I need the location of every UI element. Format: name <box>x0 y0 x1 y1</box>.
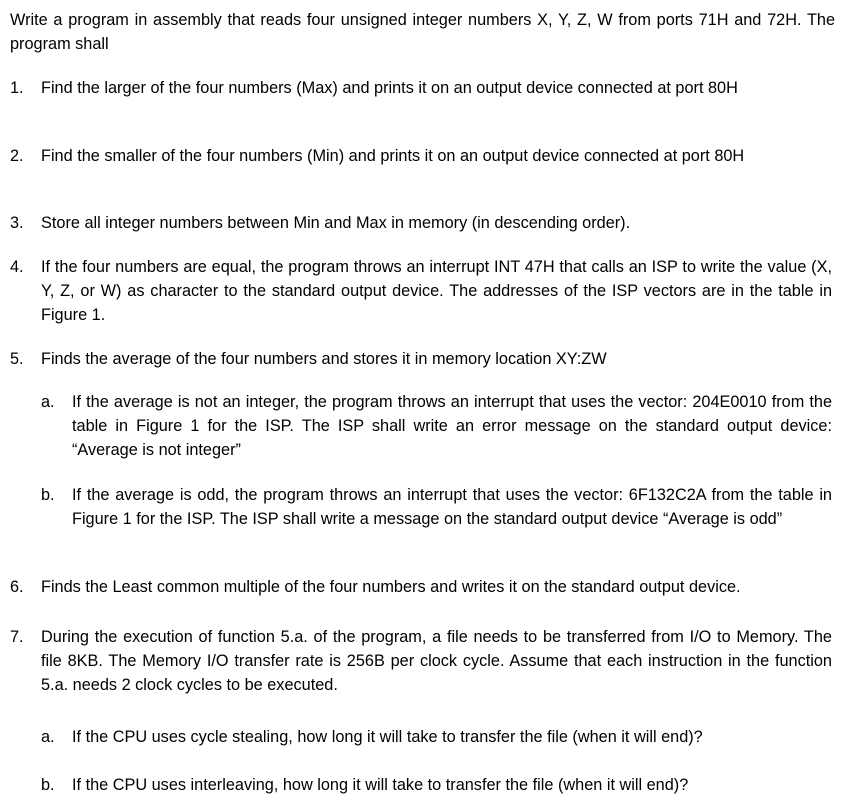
sub-item-number: b. <box>41 776 55 794</box>
item-text: Store all integer numbers between Min and Max in memory (in descending order). <box>41 214 631 232</box>
list-item-2 <box>10 144 832 168</box>
item-text: If the four numbers are equal, the program throws an interrupt INT 47H that calls an ISP to write the value (X, Y, Z, or W) as character to the standard output device. The addresses of the ISP vectors are in the table in Figure 1. <box>41 258 832 324</box>
list-item-3 <box>10 211 832 235</box>
item-text: Find the larger of the four numbers (Max) and prints it on an output device connected at port 80H <box>41 79 738 97</box>
item-number: 3. <box>10 214 24 232</box>
sub-item-5a <box>41 390 832 462</box>
intro-paragraph: Write a program in assembly that reads four unsigned integer numbers X, Y, Z, W from ports 71H and 72H. The program shall <box>10 11 835 53</box>
sub-item-number: a. <box>41 728 55 746</box>
list-item-5 <box>10 347 832 371</box>
sub-item-text: If the average is not an integer, the program throws an interrupt that uses the vector: 204E0010 from the table in Figure 1 for the ISP. The ISP shall write an error message on the standard output device: “Average is not integer” <box>72 393 832 459</box>
list-item-6 <box>10 575 832 599</box>
item-number: 6. <box>10 578 24 596</box>
list-item-1 <box>10 76 832 100</box>
item-text: During the execution of function 5.a. of the program, a file needs to be transferred from I/O to Memory. The file 8KB. The Memory I/O transfer rate is 256B per clock cycle. Assume that each instruction in the function 5.a. needs 2 clock cycles to be executed. <box>41 628 832 694</box>
item-text: Find the smaller of the four numbers (Min) and prints it on an output device connected at port 80H <box>41 147 745 165</box>
list-item-7 <box>10 625 832 697</box>
sub-item-7a <box>41 725 832 749</box>
item-number: 2. <box>10 147 24 165</box>
sub-item-7b <box>41 773 832 797</box>
item-text: Finds the Least common multiple of the four numbers and writes it on the standard output device. <box>41 578 741 596</box>
list-item-4 <box>10 255 832 327</box>
item-number: 5. <box>10 350 24 368</box>
sub-item-number: a. <box>41 393 55 411</box>
item-number: 1. <box>10 79 24 97</box>
sub-item-text: If the CPU uses cycle stealing, how long it will take to transfer the file (when it will end)? <box>72 728 703 746</box>
sub-item-text: If the CPU uses interleaving, how long it will take to transfer the file (when it will end)? <box>72 776 689 794</box>
item-text: Finds the average of the four numbers and stores it in memory location XY:ZW <box>41 350 607 368</box>
item-number: 4. <box>10 258 24 276</box>
sub-item-text: If the average is odd, the program throws an interrupt that uses the vector: 6F132C2A from the table in Figure 1 for the ISP. The ISP shall write a message on the standard output device “Average is odd” <box>72 486 832 528</box>
item-number: 7. <box>10 628 24 646</box>
sub-item-number: b. <box>41 486 55 504</box>
sub-item-5b <box>41 483 832 531</box>
